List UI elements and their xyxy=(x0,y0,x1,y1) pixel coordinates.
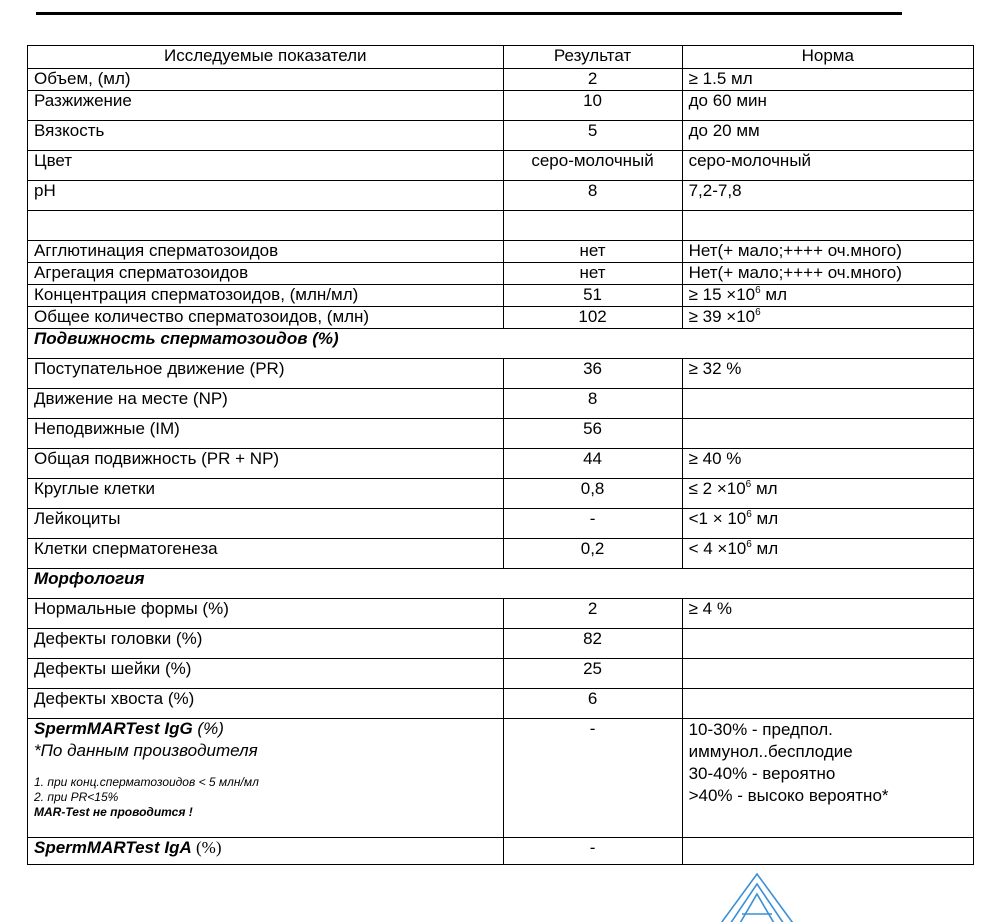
mar-iga-row xyxy=(28,838,974,865)
norm-cell xyxy=(682,659,973,689)
result-cell: 8 xyxy=(503,181,682,211)
param-cell: Дефекты шейки (%) xyxy=(28,659,504,689)
norm-exponent: 6 xyxy=(755,307,761,318)
result-cell: 2 xyxy=(503,599,682,629)
table-row xyxy=(28,241,974,263)
result-cell: 25 xyxy=(503,659,682,689)
result-cell: - xyxy=(503,838,682,865)
table-row xyxy=(28,121,974,151)
mar-igg-note-1: 1. при конц.сперматозоидов < 5 млн/мл xyxy=(34,775,259,789)
norm-cell: до 20 мм xyxy=(682,121,973,151)
result-cell: 2 xyxy=(503,69,682,91)
table-row xyxy=(28,263,974,285)
mar-igg-note-3: MAR-Test не проводится ! xyxy=(34,805,193,819)
table-row xyxy=(28,151,974,181)
result-cell: 10 xyxy=(503,91,682,121)
table-row xyxy=(28,359,974,389)
norm-cell xyxy=(682,838,973,865)
norm-cell xyxy=(682,689,973,719)
norm-cell xyxy=(682,629,973,659)
table-row xyxy=(28,419,974,449)
norm-cell: ≥ 32 % xyxy=(682,359,973,389)
result-cell: 51 xyxy=(503,285,682,307)
table-row xyxy=(28,91,974,121)
result-cell: 56 xyxy=(503,419,682,449)
param-cell: Цвет xyxy=(28,151,504,181)
section-title-morphology: Морфология xyxy=(28,569,974,599)
param-cell: Клетки сперматогенеза xyxy=(28,539,504,569)
param-cell: Круглые клетки xyxy=(28,479,504,509)
norm-exponent: 6 xyxy=(745,479,752,490)
param-cell: Общая подвижность (PR + NP) xyxy=(28,449,504,479)
norm-text: <1 × 10 xyxy=(688,509,747,528)
table-row xyxy=(28,285,974,307)
param-cell: Объем, (мл) xyxy=(28,69,504,91)
table-row xyxy=(28,479,974,509)
header-result: Результат xyxy=(503,46,682,69)
norm-cell: Нет(+ мало;++++ оч.много) xyxy=(682,241,973,263)
mar-iga-param-cell xyxy=(28,838,504,865)
param-cell: Поступательное движение (PR) xyxy=(28,359,504,389)
param-cell: Агглютинация сперматозоидов xyxy=(28,241,504,263)
norm-cell xyxy=(682,285,973,307)
table-row xyxy=(28,659,974,689)
mar-igg-norm-line: иммунол..бесплодие xyxy=(688,742,853,761)
table-row xyxy=(28,69,974,91)
norm-cell: ≥ 40 % xyxy=(682,449,973,479)
param-cell xyxy=(28,211,504,241)
result-cell: - xyxy=(503,719,682,838)
table-row xyxy=(28,629,974,659)
mar-igg-subtitle: *По данным производителя xyxy=(34,741,258,760)
mar-igg-notes xyxy=(34,775,497,820)
table-row xyxy=(28,307,974,329)
param-cell: Агрегация сперматозоидов xyxy=(28,263,504,285)
mar-iga-title: SpermMARTest IgA xyxy=(34,838,192,857)
norm-cell: ≥ 4 % xyxy=(682,599,973,629)
norm-unit: мл xyxy=(751,479,778,498)
param-cell: pH xyxy=(28,181,504,211)
header-norm: Норма xyxy=(682,46,973,69)
mar-igg-row xyxy=(28,719,974,838)
mar-iga-unit: (%) xyxy=(191,838,222,857)
norm-text: ≤ 2 ×10 xyxy=(688,479,746,498)
mar-igg-norm-cell xyxy=(682,719,973,838)
param-cell: Общее количество сперматозоидов, (млн) xyxy=(28,307,504,329)
mar-igg-note-2: 2. при PR<15% xyxy=(34,790,119,804)
norm-cell xyxy=(682,307,973,329)
param-cell: Концентрация сперматозоидов, (млн/мл) xyxy=(28,285,504,307)
table-row xyxy=(28,449,974,479)
norm-cell xyxy=(682,539,973,569)
empty-row xyxy=(28,211,974,241)
norm-cell: серо-молочный xyxy=(682,151,973,181)
table-row xyxy=(28,539,974,569)
logo-strokes xyxy=(716,874,798,922)
section-row-morphology xyxy=(28,569,974,599)
norm-cell xyxy=(682,389,973,419)
mar-igg-norm-line: >40% - высоко вероятно* xyxy=(688,786,889,805)
norm-cell: Нет(+ мало;++++ оч.много) xyxy=(682,263,973,285)
logo-inner-triangle xyxy=(736,894,778,922)
param-cell: Неподвижные (IM) xyxy=(28,419,504,449)
norm-cell xyxy=(682,419,973,449)
mar-igg-title: SpermMARTest IgG (%) xyxy=(34,719,224,738)
result-cell: серо-молочный xyxy=(503,151,682,181)
result-cell: 6 xyxy=(503,689,682,719)
table-row xyxy=(28,389,974,419)
param-cell: Вязкость xyxy=(28,121,504,151)
norm-unit: мл xyxy=(751,539,779,558)
norm-cell xyxy=(682,509,973,539)
norm-cell xyxy=(682,211,973,241)
result-cell: нет xyxy=(503,263,682,285)
results-table xyxy=(27,45,974,865)
norm-exponent: 6 xyxy=(746,509,752,520)
table-row xyxy=(28,599,974,629)
param-cell: Дефекты хвоста (%) xyxy=(28,689,504,719)
norm-cell: ≥ 1.5 мл xyxy=(682,69,973,91)
norm-text: ≥ 15 ×10 xyxy=(688,285,756,304)
result-cell: 44 xyxy=(503,449,682,479)
param-cell: Движение на месте (NP) xyxy=(28,389,504,419)
norm-cell xyxy=(682,479,973,509)
result-cell: 82 xyxy=(503,629,682,659)
result-cell: 102 xyxy=(503,307,682,329)
top-rule xyxy=(36,12,902,15)
table-row xyxy=(28,181,974,211)
result-cell: - xyxy=(503,509,682,539)
norm-cell: 7,2-7,8 xyxy=(682,181,973,211)
result-cell: 5 xyxy=(503,121,682,151)
result-cell: нет xyxy=(503,241,682,263)
header-row xyxy=(28,46,974,69)
norm-unit: мл xyxy=(751,509,779,528)
section-title-motility: Подвижность сперматозоидов (%) xyxy=(28,329,974,359)
section-row-motility xyxy=(28,329,974,359)
param-cell: Нормальные формы (%) xyxy=(28,599,504,629)
param-cell: Разжижение xyxy=(28,91,504,121)
norm-unit: мл xyxy=(760,285,788,304)
mar-igg-norm-line: 30-40% - вероятно xyxy=(688,764,836,783)
param-cell: Дефекты головки (%) xyxy=(28,629,504,659)
norm-exponent: 6 xyxy=(746,539,752,550)
norm-cell: до 60 мин xyxy=(682,91,973,121)
header-param: Исследуемые показатели xyxy=(28,46,504,69)
param-cell: Лейкоциты xyxy=(28,509,504,539)
mar-igg-norm-line: 10-30% - предпол. xyxy=(688,720,833,739)
mar-igg-param-cell xyxy=(28,719,504,838)
result-cell: 36 xyxy=(503,359,682,389)
norm-text: < 4 ×10 xyxy=(688,539,747,558)
result-cell: 0,8 xyxy=(503,479,682,509)
norm-exponent: 6 xyxy=(755,285,761,296)
triangle-logo-icon xyxy=(712,870,802,922)
norm-text: ≥ 39 ×10 xyxy=(688,307,756,326)
result-cell xyxy=(503,211,682,241)
result-cell: 0,2 xyxy=(503,539,682,569)
table-row xyxy=(28,509,974,539)
table-row xyxy=(28,689,974,719)
result-cell: 8 xyxy=(503,389,682,419)
